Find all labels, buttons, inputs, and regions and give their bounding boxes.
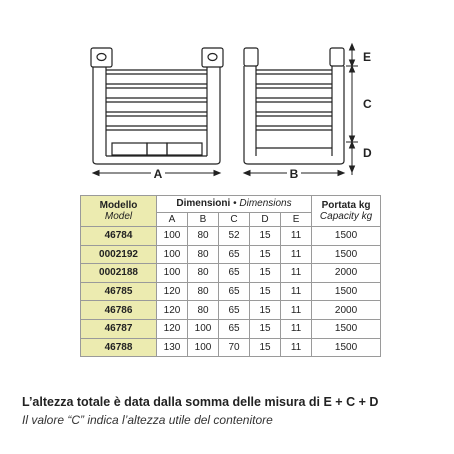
cell-b: 80	[188, 301, 219, 320]
table-row	[81, 282, 381, 301]
table-row	[81, 245, 381, 264]
cell-b: 80	[188, 282, 219, 301]
cell-capacity: 1500	[312, 319, 381, 338]
capacity-header	[312, 196, 381, 227]
side-view-drawing	[244, 48, 344, 164]
cell-b: 100	[188, 319, 219, 338]
model-cell: 46787	[81, 319, 157, 338]
cell-a: 120	[157, 319, 188, 338]
cell-d: 15	[250, 227, 281, 246]
cell-capacity: 2000	[312, 264, 381, 283]
container-technical-drawing	[0, 0, 454, 190]
dimensions-header-it: Dimensioni	[176, 198, 231, 209]
cell-e: 11	[281, 245, 312, 264]
model-cell: 46785	[81, 282, 157, 301]
cell-b: 80	[188, 227, 219, 246]
table-row	[81, 227, 381, 246]
cell-a: 100	[157, 227, 188, 246]
model-header-it: Modello	[99, 200, 138, 211]
specifications-table	[80, 195, 381, 357]
capacity-header-en: Capacity kg	[319, 211, 373, 222]
dimensions-header: Dimensioni • Dimensions	[157, 196, 312, 213]
model-cell: 46788	[81, 338, 157, 357]
cell-c: 65	[219, 319, 250, 338]
cell-capacity: 1500	[312, 338, 381, 357]
col-header-e: E	[281, 213, 312, 227]
cell-d: 15	[250, 245, 281, 264]
cell-a: 120	[157, 301, 188, 320]
cell-c: 65	[219, 245, 250, 264]
cell-d: 15	[250, 338, 281, 357]
model-header-en: Model	[104, 211, 133, 222]
cell-e: 11	[281, 301, 312, 320]
vertical-dimensions	[346, 44, 358, 175]
cell-d: 15	[250, 319, 281, 338]
cell-e: 11	[281, 227, 312, 246]
cell-e: 11	[281, 338, 312, 357]
dimension-b-label: B	[289, 167, 299, 181]
cell-c: 65	[219, 264, 250, 283]
cell-e: 11	[281, 282, 312, 301]
dimension-c-label: C	[363, 97, 372, 111]
cell-capacity: 2000	[312, 301, 381, 320]
cell-c: 70	[219, 338, 250, 357]
cell-e: 11	[281, 264, 312, 283]
dimension-d-label: D	[363, 146, 372, 160]
table-row	[81, 264, 381, 283]
useful-height-note: Il valore “C” indica l’altezza utile del contenitore	[22, 413, 273, 427]
capacity-header-it: Portata kg	[321, 200, 371, 211]
cell-d: 15	[250, 282, 281, 301]
front-view-drawing	[91, 48, 223, 164]
cell-capacity: 1500	[312, 282, 381, 301]
cell-b: 80	[188, 245, 219, 264]
cell-a: 120	[157, 282, 188, 301]
model-cell: 46786	[81, 301, 157, 320]
cell-d: 15	[250, 301, 281, 320]
col-header-d: D	[250, 213, 281, 227]
model-cell: 0002192	[81, 245, 157, 264]
cell-capacity: 1500	[312, 227, 381, 246]
total-height-note: L’altezza totale è data dalla somma delle misura di E + C + D	[22, 395, 379, 409]
model-cell: 46784	[81, 227, 157, 246]
cell-b: 80	[188, 264, 219, 283]
col-header-c: C	[219, 213, 250, 227]
table-row	[81, 338, 381, 357]
cell-d: 15	[250, 264, 281, 283]
col-header-a: A	[157, 213, 188, 227]
table-row	[81, 301, 381, 320]
cell-c: 65	[219, 301, 250, 320]
model-header	[81, 196, 157, 227]
model-cell: 0002188	[81, 264, 157, 283]
cell-a: 130	[157, 338, 188, 357]
cell-c: 65	[219, 282, 250, 301]
table-row	[81, 319, 381, 338]
dimensions-header-en: Dimensions	[239, 198, 292, 209]
cell-capacity: 1500	[312, 245, 381, 264]
cell-c: 52	[219, 227, 250, 246]
cell-e: 11	[281, 319, 312, 338]
dimension-a-label: A	[153, 167, 163, 181]
cell-a: 100	[157, 264, 188, 283]
col-header-b: B	[188, 213, 219, 227]
cell-b: 100	[188, 338, 219, 357]
dimension-e-label: E	[363, 50, 372, 64]
cell-a: 100	[157, 245, 188, 264]
